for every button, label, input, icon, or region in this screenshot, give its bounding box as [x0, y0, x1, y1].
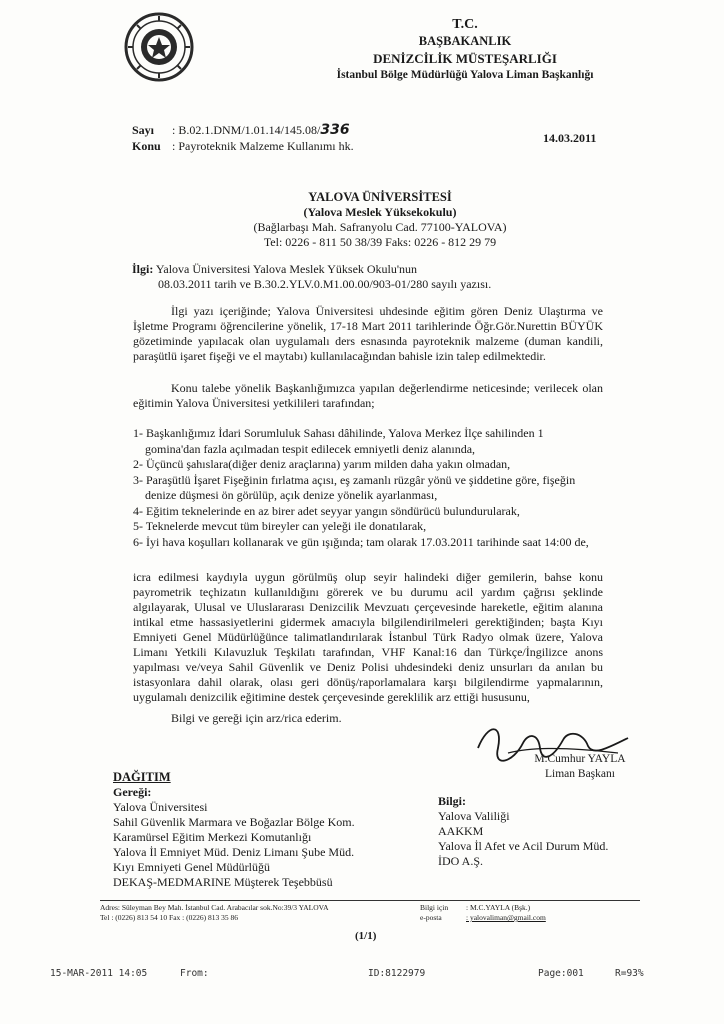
body-paragraph-1: İlgi yazı içeriğinde; Yalova Üniversitesi uhdesinde eğitim gören Deniz Ulaştırma ve İşletme Programı öğrencilerine yönelik, 17-18 Mart 2011 tarihlerinde Öğr.Gör.Nurettin BÜYÜK gözetiminde yapılacak olan uygulamalı ders esnasında payroteknik malzeme (duman kandili, paraşütlü işaret fişeği ve el maytabı) kullanılacağından bahisle izin talep edilmektedir. [133, 304, 603, 363]
footer-email-label: e-posta [420, 913, 442, 922]
ilgi-line1: Yalova Üniversitesi Yalova Meslek Yüksek Okulu'nun [153, 262, 418, 276]
list-item-text: 4- Eğitim teknelerinde en az birer adet seyyar yangın söndürücü bulundurularak, [133, 503, 520, 518]
list-item [133, 504, 613, 520]
header-office: İstanbul Bölge Müdürlüğü Yalova Liman Başkanlığı [336, 69, 594, 81]
signatory-title: Liman Başkanı [545, 768, 615, 780]
footer-email: : yalovaliman@gmail.com [466, 913, 546, 922]
list-item: Yalova Valiliği [438, 809, 510, 823]
list-item-text: 1- Başkanlığımız İdari Sorumluluk Sahası dâhilinde, Yalova Merkez İlçe sahilinden 1 [133, 426, 544, 440]
conditions-list [133, 426, 613, 550]
list-item-text: 5- Teknelerde mevcut tüm bireyler can yeleği ile donatılarak, [133, 519, 427, 533]
reference-block [132, 122, 354, 154]
list-item [133, 535, 613, 551]
header-ministry: BAŞBAKANLIK [418, 34, 512, 48]
list-item: Yalova Üniversitesi [113, 800, 208, 814]
fax-from: From: [180, 968, 209, 979]
signatory-name: M.Cumhur YAYLA [534, 753, 626, 765]
ilgi-label: İlgi: [132, 262, 154, 276]
list-item: AAKKM [438, 824, 484, 838]
list-item [133, 519, 613, 535]
list-item: İDO A.Ş. [438, 854, 484, 868]
official-seal [124, 12, 194, 82]
recipient-street: (Bağlarbaşı Mah. Safranyolu Cad. 77100-YALOVA) [253, 220, 507, 234]
list-item: Karamürsel Eğitim Merkezi Komutanlığı [113, 830, 312, 844]
list-item: DEKAŞ-MEDMARINE Müşterek Teşebbüsü [113, 875, 333, 889]
distribution-block [113, 770, 355, 890]
fax-ratio: R=93% [615, 968, 644, 979]
body-paragraph-2: Konu talebe yönelik Başkanlığımızca yapılan değerlendirme neticesinde; verilecek olan eğitimin Yalova Üniversitesi yetkilileri tarafından; [133, 381, 603, 410]
letterhead [300, 16, 630, 84]
footer-contact: : M.C.YAYLA (Bşk.) [466, 903, 531, 912]
list-item-text: 6- İyi hava koşulları kollanarak ve gün ışığında; tam olarak 17.03.2011 tarihinde saat 14:00 de, [133, 534, 589, 549]
gereği-label: Gereği: [113, 785, 152, 799]
recipient-phone: Tel: 0226 - 811 50 38/39 Faks: 0226 - 812 29 79 [263, 235, 497, 249]
list-item: Kıyı Emniyeti Genel Müdürlüğü [113, 860, 270, 874]
list-item-text: 2- Üçüncü şahıslara(diğer deniz araçlarına) yarım milden daha yakın olmadan, [133, 457, 511, 471]
footer [100, 900, 640, 922]
ilgi-line2: 08.03.2011 tarih ve B.30.2.YLV.0.M1.00.00/903-01/280 sayılı yazısı. [158, 277, 492, 291]
footer-address: Adres: Süleyman Bey Mah. İstanbul Cad. Arabacılar sok.No:39/3 YALOVA [100, 903, 329, 912]
distribution-heading: DAĞITIM [113, 770, 171, 784]
fax-id: ID:8122979 [368, 968, 426, 979]
bilgi-label: Bilgi: [438, 794, 467, 808]
ilgi-block [132, 262, 602, 292]
signatory [530, 752, 630, 782]
body-paragraph-3: icra edilmesi kaydıyla uygun görülmüş olup seyir halindeki diğer gemilerin, bahse konu payrometrik teçhizatın kullanıldığını görerek ve bu durumu acil yardım çağrısı şeklinde algılayarak, Ulusal ve Uluslararası Denizcilik Mevzuatı çerçevesinde hareketle, eğitim alanına intikal etme hassasiyetlerini gidermek amacıyla bilgilendirilmeleri gerektiğinden; başta Kıyı Emniyeti Genel Müdürlüğünce talimatlandırılarak İstanbul Türk Radyo olmak üzere, Yalova Limanı Yetkili Kılavuzluk Teşkilatı tarafından, VHF Kanal:16 dan Türkçe/İngilizce anons yapılması ve/veya Sahil Güvenlik ve Deniz Polisi uhdesindeki deniz unsurları da anılan bu istasyonlara dahil olarak, olası geri dönüş/raporlamalara karşı bilgilendirme yapmalarının, uygulamalı denizcilik eğitimine destek çerçevesinde gereklilik arz ettiği hususunu, [133, 570, 603, 704]
header-tc: T.C. [452, 17, 478, 32]
sayi-value: : B.02.1.DNM/1.01.14/145.08/ [172, 123, 321, 137]
recipient-name: YALOVA ÜNİVERSİTESİ [308, 190, 452, 204]
header-undersecretariat: DENİZCİLİK MÜSTEŞARLIĞI [373, 51, 557, 66]
bilgi-block [438, 794, 608, 869]
document-date: 14.03.2011 [543, 131, 597, 145]
recipient-address [200, 190, 560, 250]
list-item: Yalova İl Afet ve Acil Durum Müd. [438, 839, 609, 853]
page-number: (1/1) [355, 930, 377, 942]
fax-page: Page:001 [538, 968, 584, 979]
konu-label: Konu [132, 139, 161, 153]
konu-value: : Payroteknik Malzeme Kullanımı hk. [172, 139, 354, 153]
list-item-text: 3- Paraşütlü İşaret Fişeğinin fırlatma açısı, eş zamanlı rüzgâr yönü ve şiddetine göre, fişeğin [133, 472, 576, 487]
list-item: Sahil Güvenlik Marmara ve Boğazlar Bölge Kom. [113, 815, 355, 829]
footer-phone: Tel : (0226) 813 54 10 Fax : (0226) 813 35 86 [100, 913, 239, 922]
body-paragraph-4: Bilgi ve gereği için arz/rica ederim. [171, 711, 342, 725]
sayi-handwritten: 336 [320, 122, 350, 138]
list-item-cont: denize düşmesi ön görülüp, açık denize yönelik ayarlanması, [145, 488, 438, 502]
list-item [133, 473, 613, 504]
footer-contact-label: Bilgi için [420, 903, 449, 912]
list-item [133, 426, 613, 457]
list-item-cont: gomina'dan fazla açılmadan tespit edilecek emniyetli deniz alanında, [145, 441, 476, 456]
recipient-unit: (Yalova Meslek Yüksekokulu) [303, 205, 457, 219]
list-item: Yalova İl Emniyet Müd. Deniz Limanı Şube Müd. [113, 845, 355, 859]
list-item [133, 457, 613, 473]
fax-datetime: 15-MAR-2011 14:05 [50, 968, 148, 979]
sayi-label: Sayı [132, 123, 155, 137]
